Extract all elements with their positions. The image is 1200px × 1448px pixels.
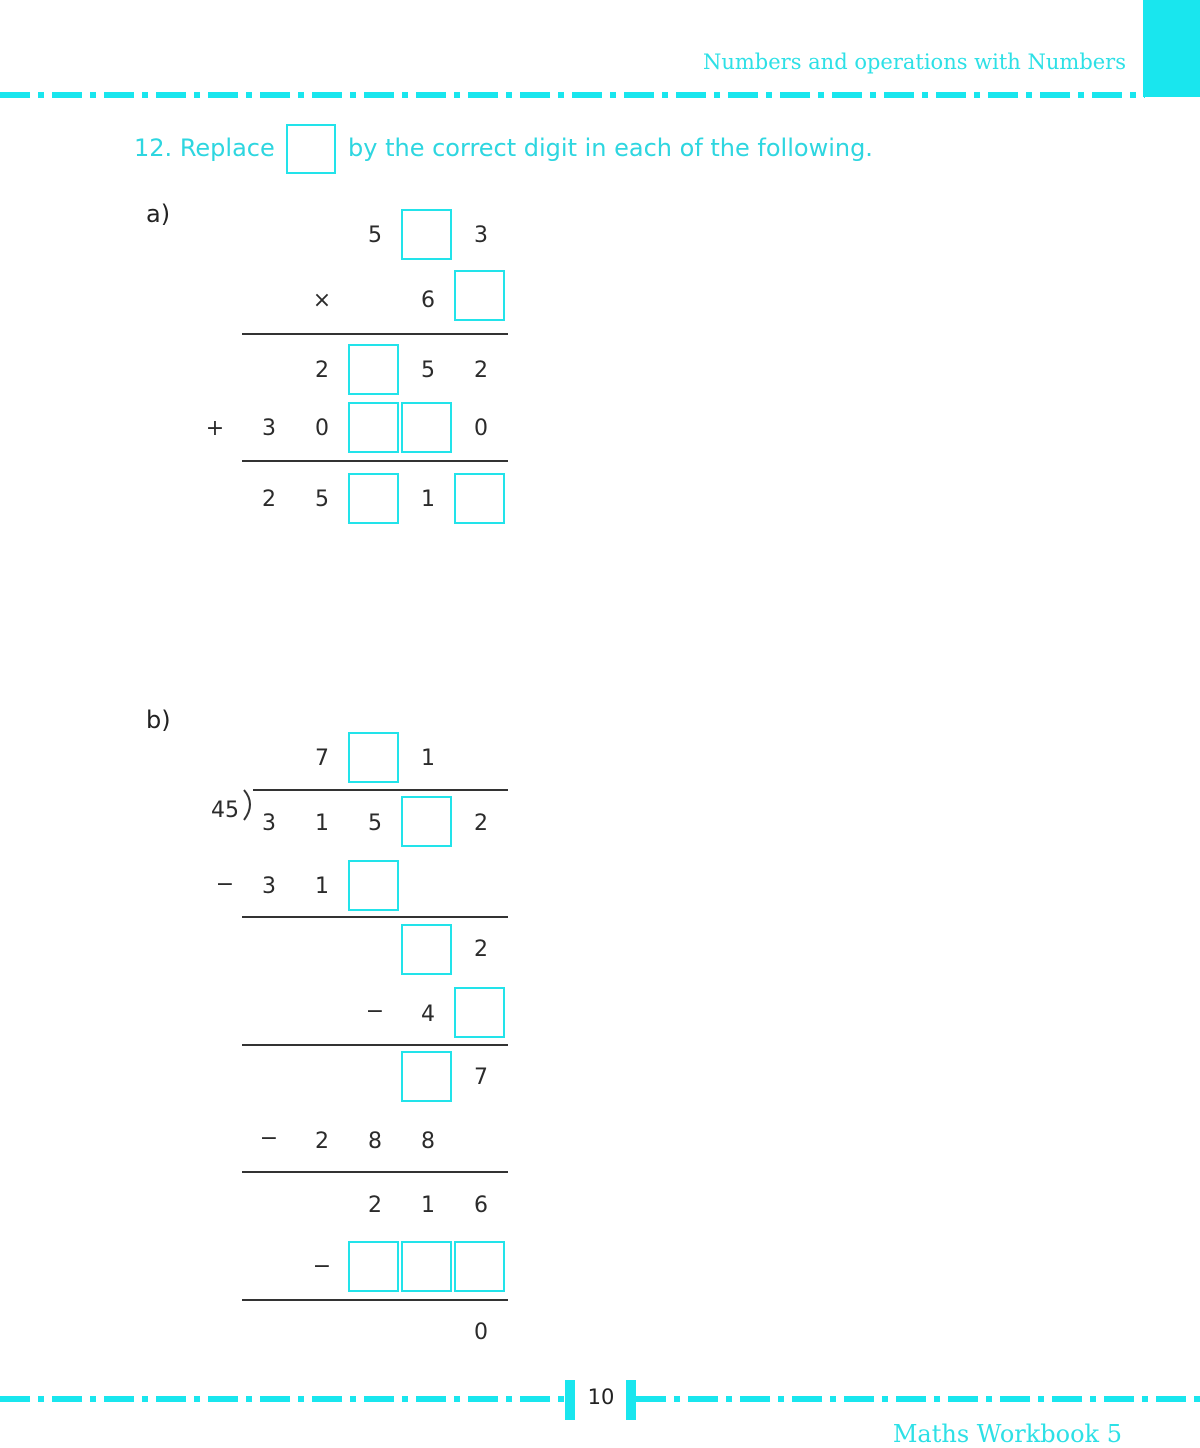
footer-bracket-right xyxy=(626,1380,636,1420)
b-rule-2 xyxy=(242,1044,508,1046)
blank-box-sample xyxy=(286,124,336,174)
b-dividend-blank[interactable] xyxy=(401,796,452,847)
page-number: 10 xyxy=(587,1385,615,1409)
a-multiply-sign: × xyxy=(312,288,332,313)
question-text xyxy=(134,124,873,174)
b-division-bar xyxy=(253,789,508,791)
a-result-digit: 5 xyxy=(315,487,329,512)
a-row4-digit: 0 xyxy=(474,416,488,441)
b-rem3-digit: 6 xyxy=(474,1193,488,1218)
question-number: 12. xyxy=(134,134,173,162)
b-sub3-digit: 8 xyxy=(368,1129,382,1154)
b-minus-sign: − xyxy=(365,999,385,1024)
b-dividend-digit: 1 xyxy=(315,811,329,836)
b-dividend-digit: 2 xyxy=(474,811,488,836)
b-sub4-blank[interactable] xyxy=(454,1241,505,1292)
b-sub2-digit: 4 xyxy=(421,1002,435,1027)
a-row2-digit: 6 xyxy=(421,288,435,313)
a-result-blank[interactable] xyxy=(454,473,505,524)
a-row4-blank[interactable] xyxy=(401,402,452,453)
b-final-digit: 0 xyxy=(474,1320,488,1345)
a-result-digit: 1 xyxy=(421,487,435,512)
header-title: Numbers and operations with Numbers xyxy=(702,50,1126,74)
b-rem2-digit: 7 xyxy=(474,1065,488,1090)
b-rem1-digit: 2 xyxy=(474,937,488,962)
footer-dash-right xyxy=(636,1396,1200,1402)
b-rule-3 xyxy=(242,1171,508,1173)
a-row4-digit: 3 xyxy=(262,416,276,441)
header-tab xyxy=(1143,0,1200,97)
a-row3-blank[interactable] xyxy=(348,344,399,395)
a-plus-sign: + xyxy=(205,416,225,441)
a-result-digit: 2 xyxy=(262,487,276,512)
b-minus-sign: − xyxy=(259,1126,279,1151)
b-rem1-blank[interactable] xyxy=(401,924,452,975)
b-rule-4 xyxy=(242,1299,508,1301)
a-row4-blank[interactable] xyxy=(348,402,399,453)
b-rule-1 xyxy=(242,916,508,918)
question-prefix: Replace xyxy=(179,134,275,162)
b-sub1-digit: 1 xyxy=(315,874,329,899)
b-rem2-blank[interactable] xyxy=(401,1051,452,1102)
part-a-label: a) xyxy=(146,200,171,228)
part-b-label: b) xyxy=(146,706,171,734)
b-sub4-blank[interactable] xyxy=(401,1241,452,1292)
question-suffix: by the correct digit in each of the following. xyxy=(348,134,873,162)
a-row1-blank[interactable] xyxy=(401,209,452,260)
a-rule-2 xyxy=(242,460,508,462)
b-quotient-blank[interactable] xyxy=(348,732,399,783)
footer-book-title: Maths Workbook 5 xyxy=(892,1420,1122,1448)
b-dividend-digit: 3 xyxy=(262,811,276,836)
b-sub3-digit: 8 xyxy=(421,1129,435,1154)
a-row3-digit: 5 xyxy=(421,358,435,383)
b-minus-sign: − xyxy=(215,872,235,897)
b-rem3-digit: 1 xyxy=(421,1193,435,1218)
b-rem3-digit: 2 xyxy=(368,1193,382,1218)
header-dash-line xyxy=(0,92,1145,98)
b-sub2-blank[interactable] xyxy=(454,987,505,1038)
b-minus-sign: − xyxy=(312,1254,332,1279)
b-sub3-digit: 2 xyxy=(315,1129,329,1154)
b-sub4-blank[interactable] xyxy=(348,1241,399,1292)
footer-dash-left xyxy=(0,1396,566,1402)
a-row1-digit: 5 xyxy=(368,223,382,248)
a-rule-1 xyxy=(242,333,508,335)
a-row4-digit: 0 xyxy=(315,416,329,441)
footer-bracket-left xyxy=(565,1380,575,1420)
b-quotient-digit: 7 xyxy=(315,746,329,771)
b-sub1-blank[interactable] xyxy=(348,860,399,911)
a-row2-blank[interactable] xyxy=(454,270,505,321)
b-sub1-digit: 3 xyxy=(262,874,276,899)
a-row3-digit: 2 xyxy=(474,358,488,383)
b-quotient-digit: 1 xyxy=(421,746,435,771)
a-result-blank[interactable] xyxy=(348,473,399,524)
b-divisor: 45 xyxy=(211,798,239,823)
a-row1-digit: 3 xyxy=(474,223,488,248)
b-dividend-digit: 5 xyxy=(368,811,382,836)
a-row3-digit: 2 xyxy=(315,358,329,383)
